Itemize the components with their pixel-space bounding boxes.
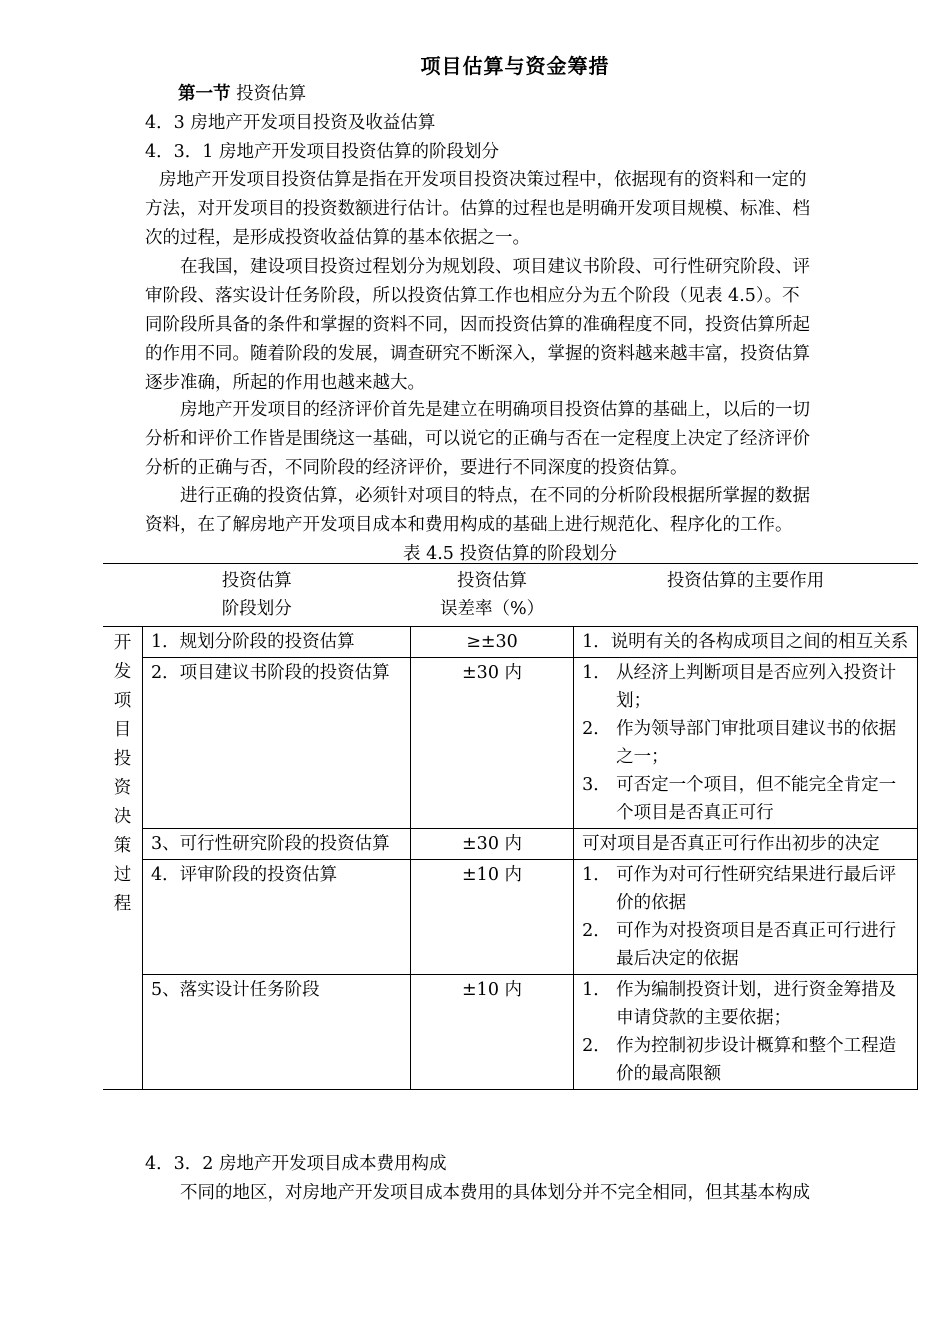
role-num: 1． — [582, 980, 611, 1000]
paragraph-line: 次的过程，是形成投资收益估算的基本依据之一。 — [145, 228, 530, 248]
role-text: 可作为对可行性研究结果进行最后评价的依据 — [616, 865, 897, 913]
role-item — [582, 917, 909, 973]
role-text: 作为领导部门审批项目建议书的依据之一； — [616, 719, 897, 767]
side-char: 项 — [113, 691, 132, 711]
stage-cell: 2．项目建议书阶段的投资估算 — [143, 658, 411, 829]
role-cell — [574, 860, 918, 975]
header-error — [410, 564, 573, 627]
paragraph-line: 在我国，建设项目投资过程划分为规划段、项目建议书阶段、可行性研究阶段、评 — [180, 257, 810, 277]
header-stage-line: 阶段划分 — [221, 599, 292, 619]
heading-4-3-2: 4．3．2 房地产开发项目成本费用构成 — [145, 1154, 447, 1174]
stage-cell: 4．评审阶段的投资估算 — [143, 860, 411, 975]
header-error-line: 投资估算 — [457, 571, 528, 591]
paragraph-3 — [145, 396, 875, 483]
role-cell: 1．说明有关的各构成项目之间的相互关系 — [574, 627, 918, 658]
table-caption: 表 4.5 投资估算的阶段划分 — [403, 544, 617, 564]
paragraph-2 — [145, 253, 875, 398]
role-num: 2． — [582, 1036, 611, 1056]
paragraph-line: 分析和评价工作皆是围绕这一基础，可以说它的正确与否在一定程度上决定了经济评价 — [145, 429, 810, 449]
table-row — [103, 860, 918, 975]
table-header-row — [103, 564, 918, 627]
role-item — [582, 861, 909, 917]
paragraph-5: 不同的地区，对房地产开发项目成本费用的具体划分并不完全相同，但其基本构成 — [180, 1183, 810, 1203]
side-char: 目 — [113, 720, 132, 740]
document-title: 项目估算与资金筹措 — [420, 54, 610, 78]
paragraph-line: 方法，对开发项目的投资数额进行估计。估算的过程也是明确开发项目规模、标准、档 — [145, 199, 810, 219]
paragraph-4 — [145, 482, 875, 540]
side-char: 资 — [113, 778, 132, 798]
role-item — [582, 976, 909, 1032]
paragraph-line: 资料，在了解房地产开发项目成本和费用构成的基础上进行规范化、程序化的工作。 — [145, 515, 793, 535]
role-item — [582, 659, 909, 715]
role-text: 可作为对投资项目是否真正可行进行最后决定的依据 — [616, 921, 897, 969]
side-char: 程 — [113, 894, 132, 914]
role-item — [582, 771, 909, 827]
section-name: 投资估算 — [236, 84, 307, 104]
error-cell: ±30 内 — [410, 658, 573, 829]
role-item — [582, 715, 909, 771]
side-char: 开 — [113, 633, 132, 653]
paragraph-line: 进行正确的投资估算，必须针对项目的特点，在不同的分析阶段根据所掌握的数据 — [180, 486, 810, 506]
header-stage — [103, 564, 410, 627]
paragraph-line: 房地产开发项目的经济评价首先是建立在明确项目投资估算的基础上，以后的一切 — [180, 400, 810, 420]
role-cell — [574, 975, 918, 1090]
heading-4-3: 4．3 房地产开发项目投资及收益估算 — [145, 113, 436, 133]
header-stage-line: 投资估算 — [221, 571, 292, 591]
stage-cell: 1．规划分阶段的投资估算 — [143, 627, 411, 658]
table-row — [103, 975, 918, 1090]
role-num: 1． — [582, 865, 611, 885]
stage-cell: 3、可行性研究阶段的投资估算 — [143, 829, 411, 860]
side-label — [103, 627, 143, 1090]
role-cell: 可对项目是否真正可行作出初步的决定 — [574, 829, 918, 860]
role-text: 作为控制初步设计概算和整个工程造价的最高限额 — [616, 1036, 897, 1084]
error-cell: ±10 内 — [410, 975, 573, 1090]
table-row — [103, 829, 918, 860]
side-char: 策 — [113, 836, 132, 856]
paragraph-1 — [145, 166, 875, 253]
role-text: 可否定一个项目，但不能完全肯定一个项目是否真正可行 — [616, 775, 897, 823]
role-item — [582, 1032, 909, 1088]
error-cell: ≥±30 — [410, 627, 573, 658]
paragraph-line: 分析的正确与否，不同阶段的经济评价，要进行不同深度的投资估算。 — [145, 458, 688, 478]
paragraph-line: 同阶段所具备的条件和掌握的资料不同，因而投资估算的准确程度不同，投资估算所起 — [145, 315, 810, 335]
error-cell: ±30 内 — [410, 829, 573, 860]
paragraph-line: 逐步准确，所起的作用也越来越大。 — [145, 373, 425, 393]
role-text: 作为编制投资计划，进行资金筹措及申请贷款的主要依据； — [616, 980, 897, 1028]
side-char: 过 — [113, 865, 132, 885]
section-heading — [178, 80, 306, 105]
header-role: 投资估算的主要作用 — [574, 564, 918, 627]
role-num: 2． — [582, 719, 611, 739]
stage-cell: 5、落实设计任务阶段 — [143, 975, 411, 1090]
error-cell: ±10 内 — [410, 860, 573, 975]
table-row — [103, 658, 918, 829]
heading-4-3-1: 4．3．1 房地产开发项目投资估算的阶段划分 — [145, 142, 499, 162]
paragraph-line: 房地产开发项目投资估算是指在开发项目投资决策过程中，依据现有的资料和一定的 — [159, 170, 807, 190]
role-num: 2． — [582, 921, 611, 941]
role-num: 1． — [582, 663, 611, 683]
paragraph-line: 的作用不同。随着阶段的发展，调查研究不断深入，掌握的资料越来越丰富，投资估算 — [145, 344, 810, 364]
paragraph-line: 审阶段、落实设计任务阶段，所以投资估算工作也相应分为五个阶段（见表 4.5）。不 — [145, 286, 800, 306]
table-row — [103, 627, 918, 658]
side-char: 发 — [113, 662, 132, 682]
investment-estimate-table — [103, 563, 918, 1090]
role-text: 从经济上判断项目是否应列入投资计划； — [616, 663, 897, 711]
side-char: 投 — [113, 749, 132, 769]
role-cell — [574, 658, 918, 829]
section-label: 第一节 — [178, 84, 231, 104]
header-error-line: 误差率（%） — [439, 599, 545, 619]
side-char: 决 — [113, 807, 132, 827]
role-num: 3． — [582, 775, 611, 795]
